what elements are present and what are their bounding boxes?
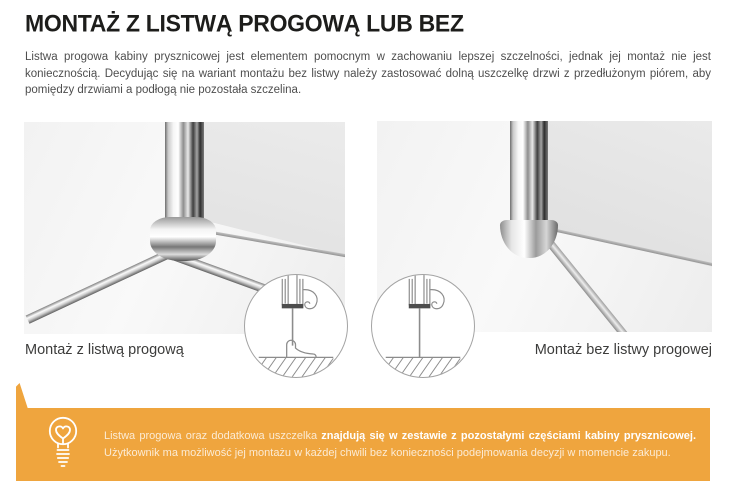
lightbulb-icon bbox=[42, 414, 84, 476]
page-title: MONTAŻ Z LISTWĄ PROGOWĄ LUB BEZ bbox=[25, 9, 464, 37]
caption-with-strip: Montaż z listwą progową bbox=[25, 342, 184, 358]
caption-without-strip: Montaż bez listwy progowej bbox=[534, 342, 712, 358]
banner-corner-tab bbox=[16, 383, 28, 409]
diagram-with-strip-icon bbox=[245, 275, 347, 377]
intro-paragraph: Listwa progowa kabiny prysznicowej jest elementem pomocnym w zachowaniu lepszej szczelności, jednak jej montaż nie jest koniecznością. Decydując się na wariant montażu bez listwy należy zastosować dolną uszczelkę drzwi z przedłużonym piórem, aby pomiędzy drzwiami a podłogą nie pozostała szczelina. bbox=[25, 51, 711, 96]
inset-circle-without-strip bbox=[371, 274, 475, 378]
banner-lead-text: Listwa progowa oraz dodatkowa uszczelka bbox=[104, 429, 322, 442]
banner-line-1 bbox=[104, 428, 696, 445]
info-banner bbox=[16, 408, 710, 481]
inset-circle-with-strip bbox=[244, 274, 348, 378]
door-hinge bbox=[150, 217, 216, 261]
diagram-without-strip-icon bbox=[372, 275, 474, 377]
banner-line-2: Użytkownik ma możliwość jej montażu w każdej chwili bez konieczności podejmowania decyzji w momencie zakupu. bbox=[104, 446, 671, 459]
banner-bold-text: znajdują się w zestawie z pozostałymi częściami kabiny prysznicowej. bbox=[321, 429, 697, 442]
banner-text bbox=[104, 428, 696, 462]
